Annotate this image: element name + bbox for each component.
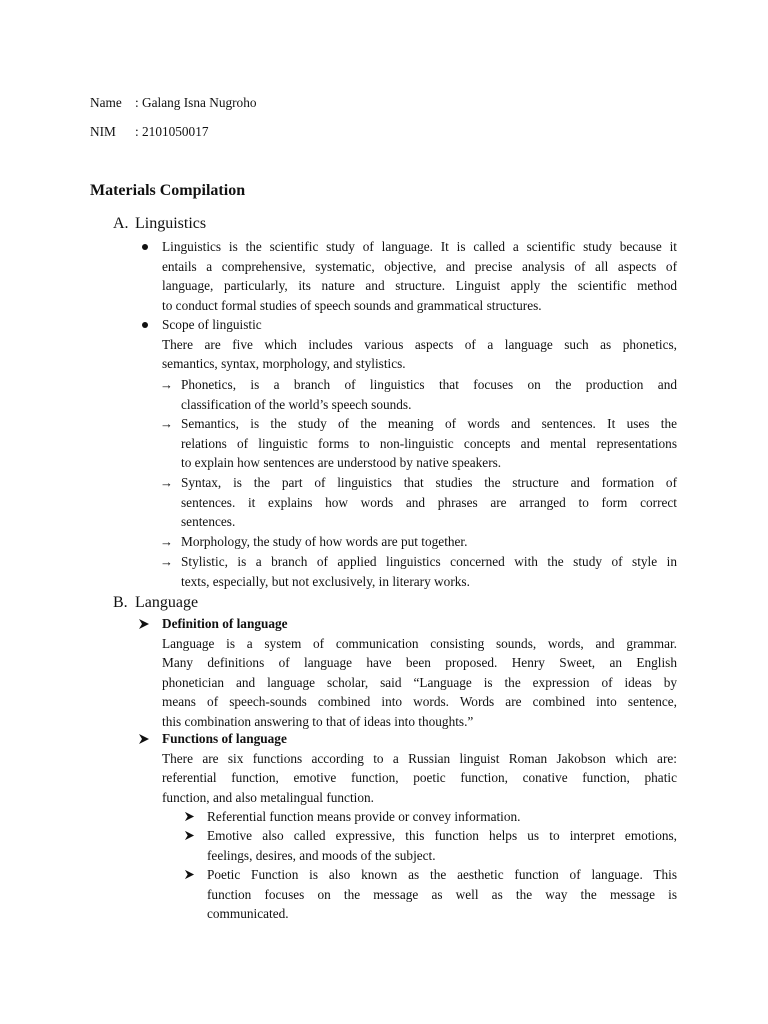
- arrowhead-bullet-icon: [138, 618, 150, 630]
- linguistics-definition: [162, 237, 677, 315]
- function-item-poetic: [207, 865, 677, 924]
- text-line: Syntax, is the part of linguistics that studies the structure and formation of: [181, 475, 677, 490]
- nim-label: NIM: [90, 124, 116, 139]
- text-line: referential function, emotive function, poetic function, conative function, phatic: [162, 770, 677, 785]
- text-line: to conduct formal studies of speech sounds and grammatical structures.: [162, 297, 542, 313]
- arrowhead-bullet-icon: [184, 811, 195, 822]
- text-line: Emotive also called expressive, this function helps us to interpret emotions,: [207, 828, 677, 843]
- function-item-emotive: [207, 826, 677, 865]
- bullet-icon: [142, 244, 148, 250]
- text-line: Linguistics is the scientific study of language. It is called a scientific study because it: [162, 239, 677, 254]
- text-line: this combination answering to that of ideas into thoughts.”: [162, 713, 474, 729]
- functions-of-language: [162, 729, 677, 807]
- text-line: to explain how sentences are understood by native speakers.: [181, 455, 502, 470]
- text-line: phonetician and language scholar, said “Language is the expression of ideas by: [162, 674, 677, 690]
- text-line: Referential function means provide or convey information.: [207, 809, 521, 824]
- text-line: Semantics, is the study of the meaning of words and sentences. It uses the: [181, 416, 677, 431]
- scope-item-syntax: [181, 473, 677, 532]
- text-line: Phonetics, is a branch of linguistics that focuses on the production and: [181, 377, 677, 392]
- arrowhead-bullet-icon: [138, 733, 150, 745]
- text-line: Stylistic, is a branch of applied linguistics concerned with the study of style in: [181, 554, 677, 569]
- right-arrow-icon: →: [160, 534, 173, 549]
- text-line: There are six functions according to a Russian linguist Roman Jakobson which are:: [162, 750, 677, 766]
- text-line: function, and also metalingual function.: [162, 789, 374, 805]
- scope-item-stylistic: [181, 552, 677, 591]
- text-line: semantics, syntax, morphology, and stylistics.: [162, 356, 406, 371]
- function-item-referential: [207, 807, 677, 827]
- name-value: : Galang Isna Nugroho: [135, 95, 257, 110]
- name-line: [90, 93, 257, 113]
- text-line: function focuses on the message as well as the way the message is: [207, 886, 677, 902]
- text-line: means of speech-sounds combined into words. Words are combined into sentence,: [162, 694, 677, 709]
- text-line: There are five which includes various aspects of a language such as phonetics,: [162, 336, 677, 352]
- name-label: Name: [90, 95, 122, 110]
- scope-of-linguistic: [162, 315, 677, 374]
- text-line: Language is a system of communication consisting sounds, words, and grammar.: [162, 635, 677, 651]
- text-line: language, particularly, its nature and structure. Linguist apply the scientific method: [162, 278, 677, 293]
- scope-item-semantics: [181, 414, 677, 473]
- scope-item-phonetics: [181, 375, 677, 414]
- section-a-heading: [113, 214, 206, 234]
- section-a-title: Linguistics: [135, 215, 207, 232]
- text-line: relations of linguistic forms to non-linguistic concepts and mental representations: [181, 435, 677, 451]
- section-b-title: Language: [135, 594, 199, 611]
- right-arrow-icon: →: [160, 554, 173, 569]
- right-arrow-icon: →: [160, 475, 173, 490]
- nim-line: [90, 122, 209, 142]
- document-title: Materials Compilation: [90, 182, 246, 199]
- text-line: sentences.: [181, 514, 236, 529]
- right-arrow-icon: →: [160, 377, 173, 392]
- bullet-icon: [142, 322, 148, 328]
- section-b-heading: [113, 593, 198, 613]
- functions-title: Functions of language: [162, 731, 287, 746]
- text-line: classification of the world’s speech sounds.: [181, 396, 412, 412]
- text-line: Poetic Function is also known as the aesthetic function of language. This: [207, 867, 677, 882]
- arrowhead-bullet-icon: [184, 869, 195, 880]
- scope-title: Scope of linguistic: [162, 317, 262, 332]
- definition-of-language: [162, 614, 677, 731]
- section-a-letter: A.: [113, 215, 129, 232]
- text-line: communicated.: [207, 906, 289, 921]
- text-line: texts, especially, but not exclusively, in literary works.: [181, 573, 470, 589]
- text-line: Many definitions of language have been proposed. Henry Sweet, an English: [162, 655, 677, 670]
- right-arrow-icon: →: [160, 416, 173, 431]
- scope-item-morphology: [181, 532, 677, 552]
- text-line: entails a comprehensive, systematic, objective, and precise analysis of all aspects of: [162, 258, 677, 274]
- definition-title: Definition of language: [162, 616, 288, 631]
- text-line: feelings, desires, and moods of the subject.: [207, 847, 436, 863]
- text-line: sentences. it explains how words and phrases are arranged to form correct: [181, 494, 677, 510]
- nim-value: : 2101050017: [135, 124, 209, 139]
- arrowhead-bullet-icon: [184, 830, 195, 841]
- text-line: Morphology, the study of how words are put together.: [181, 534, 468, 549]
- section-b-letter: B.: [113, 594, 128, 611]
